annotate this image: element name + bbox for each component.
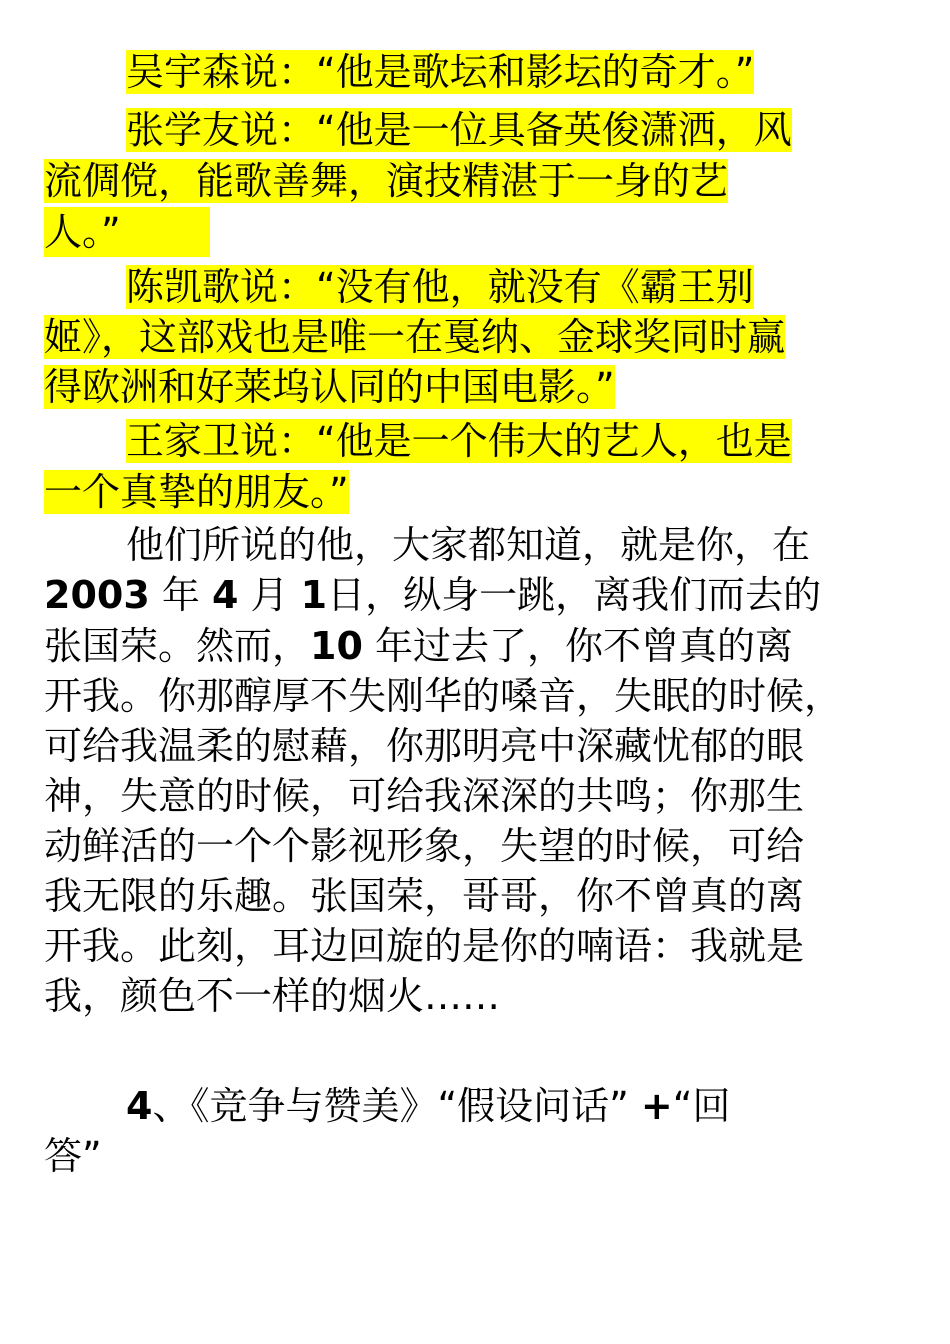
paragraph-text: 张国荣。然而， (44, 624, 311, 668)
paragraph-line (44, 570, 821, 620)
paragraph-line: 他们所说的他，大家都知道，就是你，在 (126, 523, 811, 567)
year-number: 2003 (44, 573, 150, 617)
paragraph-line: 开我。你那醇厚不失刚华的嗓音，失眠的时候， (44, 674, 843, 718)
quote-chenkaige-line1 (126, 262, 754, 312)
quote-chenkaige-line3 (44, 362, 615, 412)
paragraph-line: 可给我温柔的慰藉，你那明亮中深藏忧郁的眼 (44, 724, 805, 768)
years-number: 10 (310, 624, 363, 668)
paragraph-line: 神，失意的时候，可给我深深的共鸣；你那生 (44, 774, 805, 818)
paragraph-line: 我无限的乐趣。张国荣，哥哥，你不曾真的离 (44, 874, 805, 918)
section-number: 4 (126, 1084, 153, 1128)
quote-text: 得欧洲和好莱坞认同的中国电影。” (44, 365, 615, 409)
quote-text: 王家卫说：“他是一个伟大的艺人，也是 (126, 419, 792, 463)
quote-zhangxueyou-line2 (44, 156, 728, 206)
section-title: “回 (672, 1084, 731, 1128)
paragraph-line: 我，颜色不一样的烟火…… (44, 974, 501, 1018)
section-title: 、《竞争与赞美》“假设问话” (152, 1084, 629, 1128)
paragraph-text: 月 (250, 573, 289, 617)
quote-zhangxueyou-line1 (126, 105, 792, 155)
paragraph-line: 动鲜活的一个个影视形象，失望的时候，可给 (44, 824, 805, 868)
plus-sign: + (640, 1084, 673, 1128)
quote-text: 姬》，这部戏也是唯一在戛纳、金球奖同时赢 (44, 315, 786, 359)
quote-text: 一个真挚的朋友。” (44, 470, 349, 514)
quote-text: 陈凯歌说：“没有他，就没有《霸王别 (126, 265, 754, 309)
paragraph-line (44, 621, 793, 671)
month-number: 4 (211, 573, 239, 617)
quote-text: 吴宇森说：“他是歌坛和影坛的奇才。” (126, 50, 755, 94)
quote-wuyusen (126, 47, 754, 97)
quote-wangjiawei-line1 (126, 416, 792, 466)
section-heading-line2: 答” (44, 1134, 102, 1178)
quote-text: 流倜傥，能歌善舞，演技精湛于一身的艺 (44, 159, 729, 203)
quote-text: 人。” (44, 207, 210, 257)
paragraph-line: 开我。此刻，耳边回旋的是你的喃语：我就是 (44, 924, 805, 968)
quote-chenkaige-line2 (44, 312, 785, 362)
paragraph-text: 年 (161, 573, 200, 617)
quote-zhangxueyou-line3 (44, 207, 210, 257)
quote-wangjiawei-line2 (44, 467, 349, 517)
section-heading-line1 (126, 1081, 730, 1131)
quote-text: 张学友说：“他是一位具备英俊潇洒，风 (126, 108, 792, 152)
day-number: 1 (300, 573, 328, 617)
paragraph-text: 年过去了，你不曾真的离 (375, 624, 794, 668)
paragraph-text: 日，纵身一跳，离我们而去的 (327, 573, 822, 617)
